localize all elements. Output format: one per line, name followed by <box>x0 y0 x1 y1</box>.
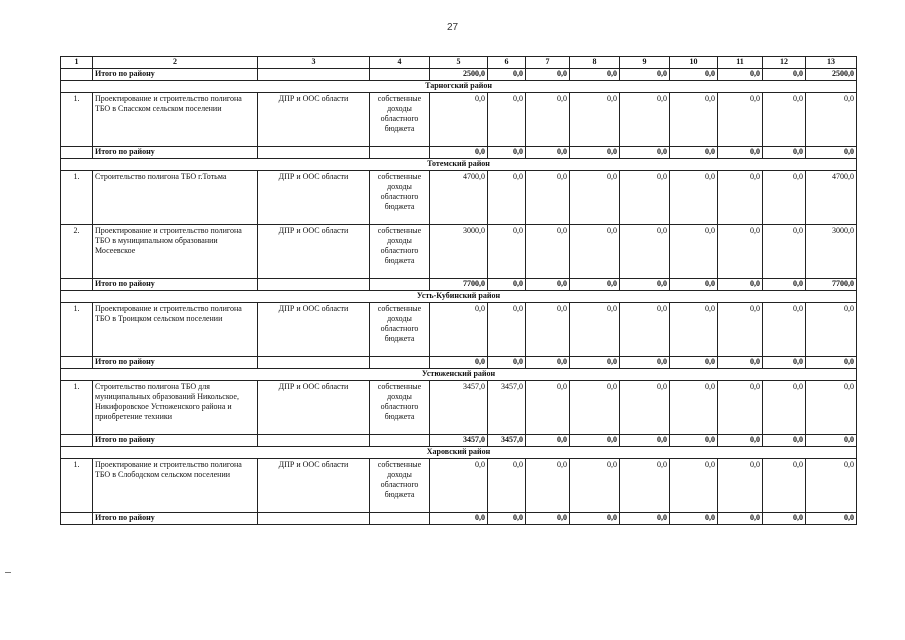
value-col-10: 0,0 <box>670 225 718 279</box>
table-row <box>61 381 857 435</box>
value-col-7: 0,0 <box>526 171 570 225</box>
total-col-7: 0,0 <box>526 69 570 81</box>
total-col-13: 0,0 <box>806 435 857 447</box>
header-cell-8: 8 <box>570 57 620 69</box>
total-col-13: 0,0 <box>806 513 857 525</box>
total-label: Итого по району <box>93 69 258 81</box>
value-col-7: 0,0 <box>526 381 570 435</box>
value-col-7: 0,0 <box>526 225 570 279</box>
item-number: 1. <box>61 381 93 435</box>
value-col-7: 0,0 <box>526 93 570 147</box>
total-col-9: 0,0 <box>620 279 670 291</box>
value-col-9: 0,0 <box>620 93 670 147</box>
item-executor: ДПР и ООС области <box>258 303 370 357</box>
value-col-12: 0,0 <box>763 225 806 279</box>
total-empty <box>61 69 93 81</box>
total-col-13: 7700,0 <box>806 279 857 291</box>
district-name: Харовский район <box>61 447 857 459</box>
table-row <box>61 459 857 513</box>
value-col-9: 0,0 <box>620 459 670 513</box>
total-col-5: 0,0 <box>430 513 488 525</box>
total-col-6: 0,0 <box>488 357 526 369</box>
value-col-11: 0,0 <box>718 171 763 225</box>
total-row <box>61 357 857 369</box>
header-cell-3: 3 <box>258 57 370 69</box>
total-col-7: 0,0 <box>526 279 570 291</box>
total-col-13: 2500,0 <box>806 69 857 81</box>
total-col-7: 0,0 <box>526 357 570 369</box>
value-col-5: 0,0 <box>430 93 488 147</box>
total-empty <box>61 435 93 447</box>
item-funding-source: собственные доходы областного бюджета <box>370 171 430 225</box>
value-col-6: 0,0 <box>488 459 526 513</box>
value-col-5: 3000,0 <box>430 225 488 279</box>
value-col-12: 0,0 <box>763 171 806 225</box>
header-cell-1: 1 <box>61 57 93 69</box>
value-col-8: 0,0 <box>570 381 620 435</box>
total-empty <box>370 279 430 291</box>
total-empty <box>61 147 93 159</box>
value-col-5: 3457,0 <box>430 381 488 435</box>
total-col-5: 3457,0 <box>430 435 488 447</box>
total-col-5: 0,0 <box>430 147 488 159</box>
total-col-6: 0,0 <box>488 69 526 81</box>
header-cell-7: 7 <box>526 57 570 69</box>
total-empty <box>258 435 370 447</box>
total-col-12: 0,0 <box>763 513 806 525</box>
page-number: 27 <box>446 22 459 33</box>
value-col-12: 0,0 <box>763 303 806 357</box>
total-col-5: 0,0 <box>430 357 488 369</box>
total-col-9: 0,0 <box>620 69 670 81</box>
total-col-11: 0,0 <box>718 357 763 369</box>
item-number: 1. <box>61 303 93 357</box>
total-col-10: 0,0 <box>670 435 718 447</box>
item-executor: ДПР и ООС области <box>258 381 370 435</box>
total-row <box>61 69 857 81</box>
total-col-8: 0,0 <box>570 69 620 81</box>
total-col-8: 0,0 <box>570 435 620 447</box>
header-row <box>61 57 857 69</box>
value-col-9: 0,0 <box>620 225 670 279</box>
margin-mark <box>5 572 11 573</box>
value-col-12: 0,0 <box>763 459 806 513</box>
value-col-6: 0,0 <box>488 171 526 225</box>
value-col-8: 0,0 <box>570 171 620 225</box>
total-col-8: 0,0 <box>570 279 620 291</box>
total-col-7: 0,0 <box>526 147 570 159</box>
district-name: Тотемский район <box>61 159 857 171</box>
value-col-13: 4700,0 <box>806 171 857 225</box>
value-col-9: 0,0 <box>620 171 670 225</box>
item-number: 1. <box>61 459 93 513</box>
header-cell-10: 10 <box>670 57 718 69</box>
value-col-5: 0,0 <box>430 303 488 357</box>
value-col-7: 0,0 <box>526 459 570 513</box>
table-body <box>61 57 857 525</box>
item-number: 1. <box>61 93 93 147</box>
total-col-8: 0,0 <box>570 513 620 525</box>
total-col-9: 0,0 <box>620 435 670 447</box>
district-row <box>61 447 857 459</box>
total-empty <box>370 147 430 159</box>
total-empty <box>258 513 370 525</box>
header-cell-2: 2 <box>93 57 258 69</box>
value-col-13: 0,0 <box>806 93 857 147</box>
item-name: Проектирование и строительство полигона ТБО в муниципальном образовании Мосеевское <box>93 225 258 279</box>
total-empty <box>370 435 430 447</box>
value-col-6: 3457,0 <box>488 381 526 435</box>
total-col-6: 0,0 <box>488 147 526 159</box>
total-col-12: 0,0 <box>763 357 806 369</box>
total-col-12: 0,0 <box>763 435 806 447</box>
total-label: Итого по району <box>93 279 258 291</box>
total-col-10: 0,0 <box>670 147 718 159</box>
district-name: Усть-Кубинский район <box>61 291 857 303</box>
item-name: Проектирование и строительство полигона ТБО в Спасском сельском поселении <box>93 93 258 147</box>
item-funding-source: собственные доходы областного бюджета <box>370 303 430 357</box>
value-col-6: 0,0 <box>488 93 526 147</box>
total-col-11: 0,0 <box>718 279 763 291</box>
value-col-11: 0,0 <box>718 381 763 435</box>
value-col-12: 0,0 <box>763 381 806 435</box>
header-cell-6: 6 <box>488 57 526 69</box>
total-col-9: 0,0 <box>620 513 670 525</box>
table-row <box>61 93 857 147</box>
total-col-13: 0,0 <box>806 357 857 369</box>
total-row <box>61 435 857 447</box>
value-col-6: 0,0 <box>488 303 526 357</box>
district-row <box>61 291 857 303</box>
item-funding-source: собственные доходы областного бюджета <box>370 93 430 147</box>
total-col-10: 0,0 <box>670 513 718 525</box>
total-col-6: 0,0 <box>488 279 526 291</box>
district-name: Тарногский район <box>61 81 857 93</box>
total-col-8: 0,0 <box>570 357 620 369</box>
value-col-8: 0,0 <box>570 303 620 357</box>
total-col-5: 7700,0 <box>430 279 488 291</box>
value-col-13: 0,0 <box>806 303 857 357</box>
table-row <box>61 225 857 279</box>
value-col-10: 0,0 <box>670 93 718 147</box>
header-cell-12: 12 <box>763 57 806 69</box>
value-col-11: 0,0 <box>718 93 763 147</box>
item-name: Строительство полигона ТБО для муниципальных образований Никольское, Никифоровское Устюженского района и приобретение техники <box>93 381 258 435</box>
item-name: Проектирование и строительство полигона ТБО в Троицком сельском поселении <box>93 303 258 357</box>
district-row <box>61 159 857 171</box>
item-number: 2. <box>61 225 93 279</box>
total-label: Итого по району <box>93 513 258 525</box>
value-col-10: 0,0 <box>670 303 718 357</box>
district-name: Устюженский район <box>61 369 857 381</box>
item-name: Проектирование и строительство полигона ТБО в Слободском сельском поселении <box>93 459 258 513</box>
total-label: Итого по району <box>93 357 258 369</box>
total-col-11: 0,0 <box>718 513 763 525</box>
total-label: Итого по району <box>93 435 258 447</box>
value-col-6: 0,0 <box>488 225 526 279</box>
item-funding-source: собственные доходы областного бюджета <box>370 381 430 435</box>
value-col-13: 0,0 <box>806 459 857 513</box>
item-funding-source: собственные доходы областного бюджета <box>370 459 430 513</box>
total-empty <box>258 69 370 81</box>
value-col-11: 0,0 <box>718 459 763 513</box>
district-row <box>61 369 857 381</box>
total-col-10: 0,0 <box>670 69 718 81</box>
total-col-11: 0,0 <box>718 435 763 447</box>
item-name: Строительство полигона ТБО г.Тотьма <box>93 171 258 225</box>
total-row <box>61 147 857 159</box>
total-col-7: 0,0 <box>526 513 570 525</box>
total-col-13: 0,0 <box>806 147 857 159</box>
total-col-11: 0,0 <box>718 69 763 81</box>
value-col-13: 3000,0 <box>806 225 857 279</box>
item-funding-source: собственные доходы областного бюджета <box>370 225 430 279</box>
total-col-12: 0,0 <box>763 69 806 81</box>
header-cell-4: 4 <box>370 57 430 69</box>
total-col-10: 0,0 <box>670 279 718 291</box>
total-label: Итого по району <box>93 147 258 159</box>
total-col-8: 0,0 <box>570 147 620 159</box>
item-executor: ДПР и ООС области <box>258 171 370 225</box>
header-cell-13: 13 <box>806 57 857 69</box>
total-empty <box>370 357 430 369</box>
total-empty <box>61 279 93 291</box>
total-col-11: 0,0 <box>718 147 763 159</box>
item-number: 1. <box>61 171 93 225</box>
total-col-12: 0,0 <box>763 147 806 159</box>
total-col-10: 0,0 <box>670 357 718 369</box>
total-empty <box>370 69 430 81</box>
value-col-7: 0,0 <box>526 303 570 357</box>
total-empty <box>258 147 370 159</box>
value-col-5: 0,0 <box>430 459 488 513</box>
total-col-6: 3457,0 <box>488 435 526 447</box>
value-col-11: 0,0 <box>718 303 763 357</box>
header-cell-11: 11 <box>718 57 763 69</box>
program-table <box>60 56 857 525</box>
item-executor: ДПР и ООС области <box>258 459 370 513</box>
total-empty <box>258 279 370 291</box>
total-col-7: 0,0 <box>526 435 570 447</box>
value-col-8: 0,0 <box>570 459 620 513</box>
total-empty <box>61 357 93 369</box>
value-col-9: 0,0 <box>620 303 670 357</box>
item-executor: ДПР и ООС области <box>258 93 370 147</box>
total-row <box>61 279 857 291</box>
value-col-10: 0,0 <box>670 171 718 225</box>
value-col-8: 0,0 <box>570 93 620 147</box>
table-row <box>61 303 857 357</box>
value-col-11: 0,0 <box>718 225 763 279</box>
total-empty <box>258 357 370 369</box>
table-row <box>61 171 857 225</box>
total-col-6: 0,0 <box>488 513 526 525</box>
value-col-10: 0,0 <box>670 459 718 513</box>
total-empty <box>61 513 93 525</box>
header-cell-5: 5 <box>430 57 488 69</box>
district-row <box>61 81 857 93</box>
total-col-9: 0,0 <box>620 147 670 159</box>
total-empty <box>370 513 430 525</box>
header-cell-9: 9 <box>620 57 670 69</box>
value-col-10: 0,0 <box>670 381 718 435</box>
value-col-9: 0,0 <box>620 381 670 435</box>
item-executor: ДПР и ООС области <box>258 225 370 279</box>
value-col-5: 4700,0 <box>430 171 488 225</box>
total-row <box>61 513 857 525</box>
value-col-13: 0,0 <box>806 381 857 435</box>
value-col-12: 0,0 <box>763 93 806 147</box>
value-col-8: 0,0 <box>570 225 620 279</box>
total-col-12: 0,0 <box>763 279 806 291</box>
total-col-5: 2500,0 <box>430 69 488 81</box>
total-col-9: 0,0 <box>620 357 670 369</box>
